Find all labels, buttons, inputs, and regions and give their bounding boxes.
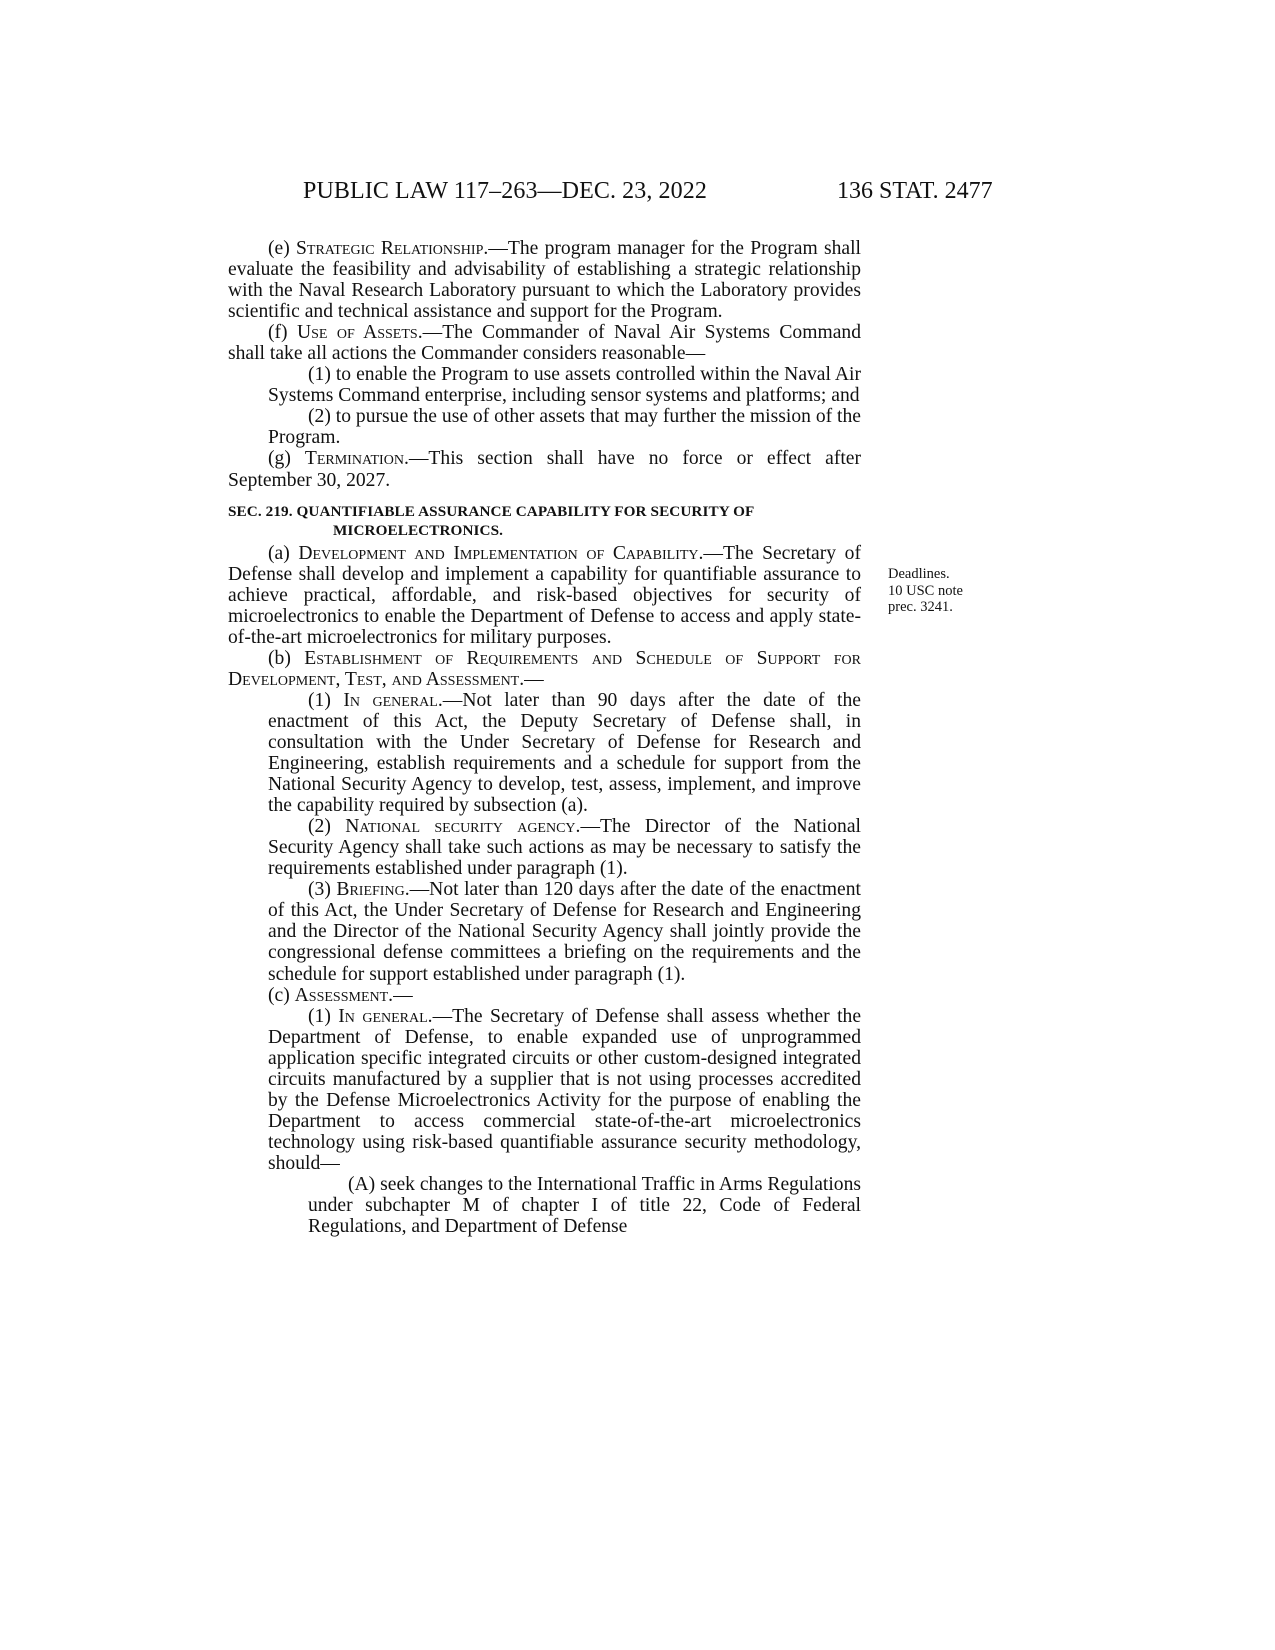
paragraph-f2: (2) to pursue the use of other assets that may further the mission of the Program.: [268, 406, 861, 449]
margin-note-line: prec. 3241.: [888, 599, 953, 615]
subsection-a: (a) Development and Implementation of Capability.—The Secretary of Defense shall develop and implement a capability for quantifiable assurance to achieve practical, affordable, and risk-based objectives for security of microelectronics to enable the Department of Defense to access and apply state-of-the-art microelectronics for military purposes.: [228, 542, 861, 648]
section-heading: SEC. 219. QUANTIFIABLE ASSURANCE CAPABILITY FOR SECURITY OF MICROELECTRONICS.: [228, 502, 754, 539]
paragraph-c1: (1) In general.—The Secretary of Defense shall assess whether the Department of Defense, to enable expanded use of unprogrammed application specific integrated circuits or other custom-designed integrated circuits manufactured by a supplier that is not using processes accredited by the Defense Microelectronics Activity for the purpose of enabling the Department to access commercial state-of-the-art microelectronics technology using risk-based quantifiable assurance security methodology, should—: [268, 1005, 862, 1174]
subparagraph-c1A: (A) seek changes to the International Traffic in Arms Regulations under subchapter M of chapter I of title 22, Code of Federal Regulations, and Department of Defense: [308, 1173, 861, 1238]
subsection-b: (b) Establishment of Requirements and Schedule of Support for Development, Test, and Assessment.—: [228, 647, 861, 690]
paragraph-b3: (3) Briefing.—Not later than 120 days after the date of the enactment of this Act, the Under Secretary of Defense for Research and Engineering and the Director of the National Security Agency shall jointly provide the congressional defense committees a briefing on the requirements and the schedule for support established under paragraph (1).: [268, 879, 861, 985]
margin-note: [888, 566, 963, 616]
paragraph-f1: (1) to enable the Program to use assets controlled within the Naval Air Systems Command enterprise, including sensor systems and platforms; and: [268, 364, 861, 407]
document-body: [228, 238, 861, 1237]
margin-note-line: 10 USC note: [888, 582, 963, 599]
subsection-c: (c) Assessment.—: [268, 984, 413, 1006]
subsection-f: (f) Use of Assets.—The Commander of Naval Air Systems Command shall take all actions the Commander considers reasonable—: [228, 322, 862, 365]
paragraph-b2: (2) National security agency.—The Director of the National Security Agency shall take such actions as may be necessary to satisfy the requirements established under paragraph (1).: [268, 816, 861, 880]
page-reference: 136 STAT. 2477: [837, 178, 993, 204]
subsection-g: (g) Termination.—This section shall have no force or effect after September 30, 2027.: [228, 448, 862, 491]
margin-note-line: Deadlines.: [888, 566, 950, 582]
subsection-e: (e) Strategic Relationship.—The program manager for the Program shall evaluate the feasibility and advisability of establishing a strategic relationship with the Naval Research Laboratory pursuant to which the Laboratory provides scientific and technical assistance and support for the Program.: [228, 238, 861, 323]
paragraph-b1: (1) In general.—Not later than 90 days after the date of the enactment of this Act, the Deputy Secretary of Defense shall, in consultation with the Under Secretary of Defense for Research and Engineering, establish requirements and a schedule for support from the National Security Agency to develop, test, assess, implement, and improve the capability required by subsection (a).: [268, 689, 861, 817]
running-header-title: PUBLIC LAW 117–263—DEC. 23, 2022: [303, 178, 707, 204]
